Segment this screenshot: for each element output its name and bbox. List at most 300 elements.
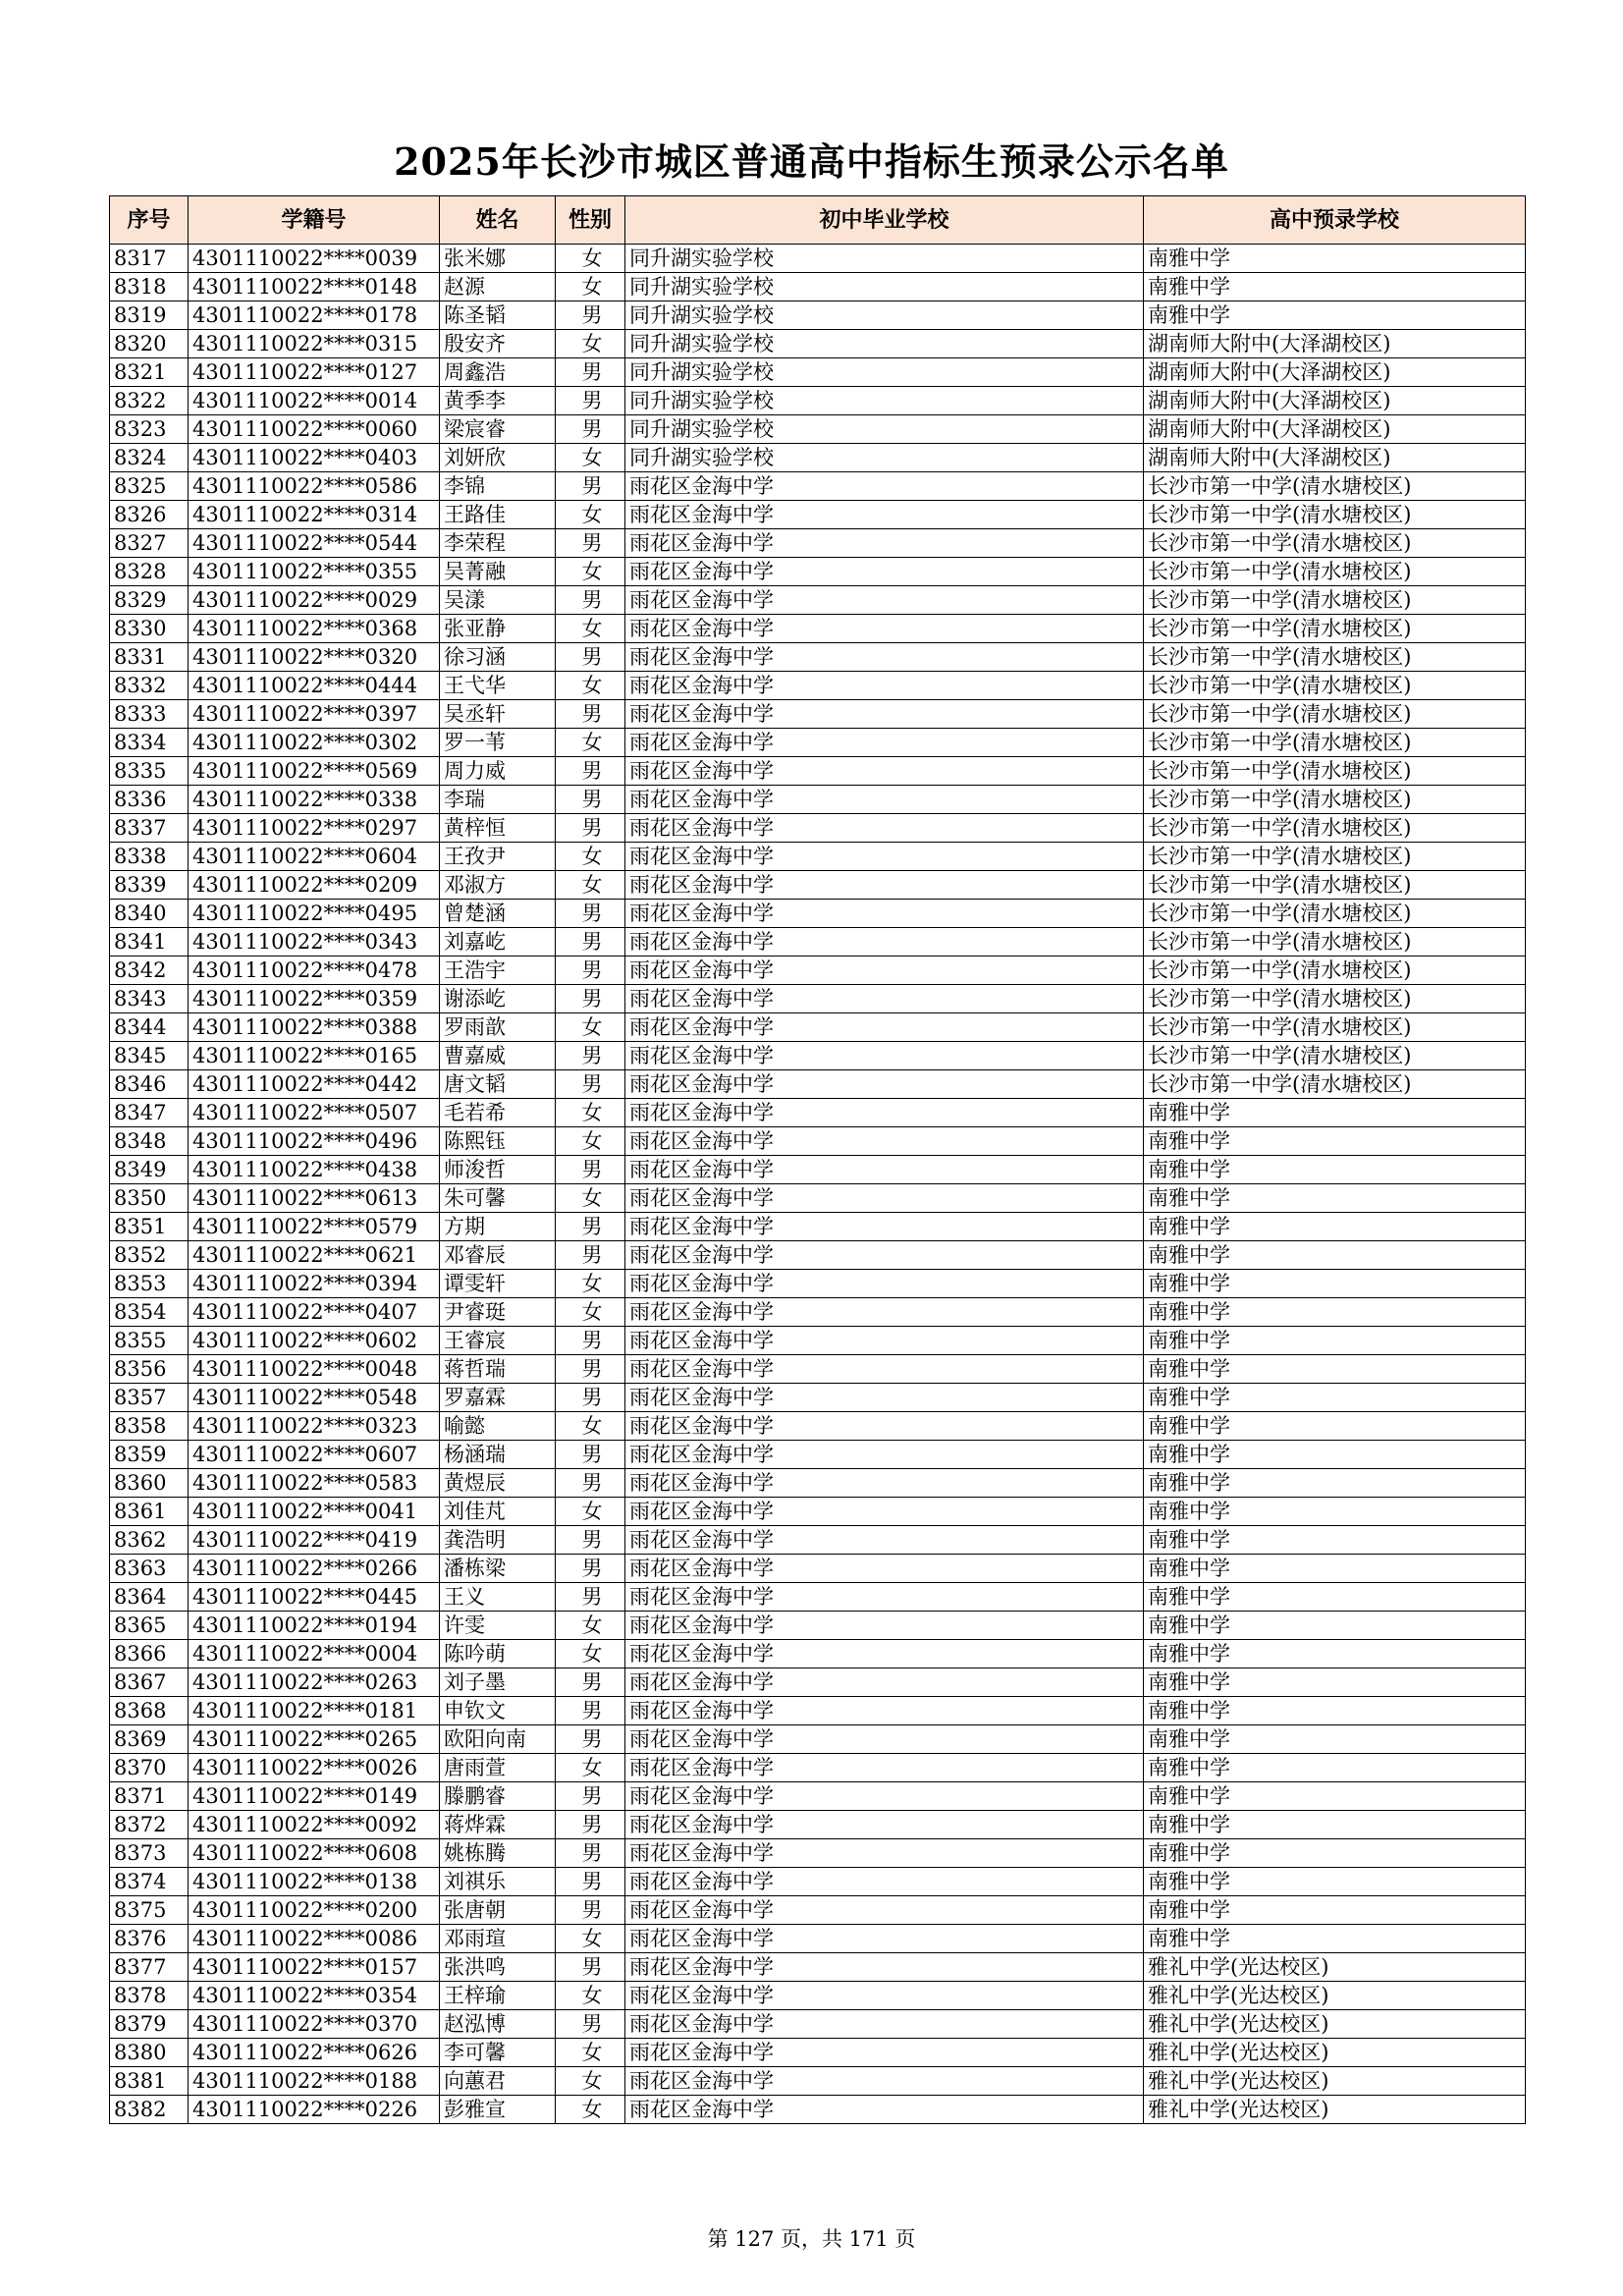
cell-middle-school: 雨花区金海中学: [625, 1612, 1144, 1640]
cell-gender: 男: [556, 957, 625, 985]
cell-high-school: 南雅中学: [1144, 1697, 1526, 1725]
cell-gender: 男: [556, 1355, 625, 1384]
cell-high-school: 南雅中学: [1144, 1583, 1526, 1612]
cell-student-id: 4301110022****0507: [189, 1099, 440, 1127]
cell-student-id: 4301110022****0178: [189, 301, 440, 330]
table-row: [110, 1355, 1526, 1384]
cell-student-id: 4301110022****0127: [189, 358, 440, 387]
table-row: [110, 757, 1526, 786]
table-row: [110, 1583, 1526, 1612]
cell-gender: 女: [556, 1498, 625, 1526]
cell-name: 刘佳芃: [440, 1498, 556, 1526]
cell-gender: 男: [556, 1725, 625, 1754]
cell-name: 邓雨瑄: [440, 1925, 556, 1953]
cell-name: 尹睿珽: [440, 1298, 556, 1327]
cell-middle-school: 雨花区金海中学: [625, 1725, 1144, 1754]
cell-middle-school: 雨花区金海中学: [625, 615, 1144, 643]
cell-gender: 女: [556, 1298, 625, 1327]
cell-middle-school: 同升湖实验学校: [625, 444, 1144, 472]
cell-high-school: 南雅中学: [1144, 1355, 1526, 1384]
cell-serial: 8341: [110, 928, 189, 957]
cell-middle-school: 同升湖实验学校: [625, 358, 1144, 387]
cell-name: 王梓瑜: [440, 1982, 556, 2010]
cell-high-school: 长沙市第一中学(清水塘校区): [1144, 729, 1526, 757]
cell-serial: 8331: [110, 643, 189, 672]
cell-student-id: 4301110022****0359: [189, 985, 440, 1013]
cell-middle-school: 雨花区金海中学: [625, 1013, 1144, 1042]
cell-student-id: 4301110022****0188: [189, 2067, 440, 2096]
table-row: [110, 2067, 1526, 2096]
cell-gender: 女: [556, 1754, 625, 1782]
cell-student-id: 4301110022****0496: [189, 1127, 440, 1156]
cell-student-id: 4301110022****0355: [189, 558, 440, 586]
table-row: [110, 1526, 1526, 1555]
cell-high-school: 湖南师大附中(大泽湖校区): [1144, 358, 1526, 387]
cell-serial: 8363: [110, 1555, 189, 1583]
cell-student-id: 4301110022****0438: [189, 1156, 440, 1184]
cell-serial: 8329: [110, 586, 189, 615]
cell-high-school: 南雅中学: [1144, 1412, 1526, 1441]
table-row: [110, 245, 1526, 273]
cell-name: 黄煜辰: [440, 1469, 556, 1498]
header-gender: 性别: [556, 196, 625, 245]
cell-middle-school: 雨花区金海中学: [625, 472, 1144, 501]
cell-student-id: 4301110022****0200: [189, 1896, 440, 1925]
cell-gender: 女: [556, 1412, 625, 1441]
cell-middle-school: 雨花区金海中学: [625, 1070, 1144, 1099]
cell-gender: 男: [556, 1668, 625, 1697]
cell-high-school: 雅礼中学(光达校区): [1144, 2039, 1526, 2067]
cell-gender: 男: [556, 1953, 625, 1982]
cell-student-id: 4301110022****0445: [189, 1583, 440, 1612]
cell-name: 梁宸睿: [440, 415, 556, 444]
cell-name: 邓睿辰: [440, 1241, 556, 1270]
cell-middle-school: 雨花区金海中学: [625, 700, 1144, 729]
table-row: [110, 2039, 1526, 2067]
cell-middle-school: 雨花区金海中学: [625, 1668, 1144, 1697]
cell-high-school: 南雅中学: [1144, 1213, 1526, 1241]
cell-high-school: 雅礼中学(光达校区): [1144, 2096, 1526, 2124]
cell-serial: 8328: [110, 558, 189, 586]
cell-high-school: 长沙市第一中学(清水塘校区): [1144, 900, 1526, 928]
cell-middle-school: 雨花区金海中学: [625, 1868, 1144, 1896]
cell-high-school: 南雅中学: [1144, 1156, 1526, 1184]
cell-student-id: 4301110022****0368: [189, 615, 440, 643]
cell-student-id: 4301110022****0297: [189, 814, 440, 843]
cell-high-school: 湖南师大附中(大泽湖校区): [1144, 387, 1526, 415]
cell-name: 黄梓恒: [440, 814, 556, 843]
table-row: [110, 1896, 1526, 1925]
cell-serial: 8355: [110, 1327, 189, 1355]
cell-gender: 男: [556, 900, 625, 928]
cell-gender: 男: [556, 1070, 625, 1099]
cell-student-id: 4301110022****0265: [189, 1725, 440, 1754]
cell-high-school: 南雅中学: [1144, 1270, 1526, 1298]
cell-serial: 8376: [110, 1925, 189, 1953]
cell-middle-school: 雨花区金海中学: [625, 871, 1144, 900]
cell-student-id: 4301110022****0338: [189, 786, 440, 814]
cell-high-school: 南雅中学: [1144, 1868, 1526, 1896]
cell-gender: 女: [556, 1270, 625, 1298]
cell-gender: 男: [556, 757, 625, 786]
cell-serial: 8349: [110, 1156, 189, 1184]
cell-gender: 女: [556, 1925, 625, 1953]
cell-gender: 男: [556, 529, 625, 558]
cell-high-school: 湖南师大附中(大泽湖校区): [1144, 330, 1526, 358]
cell-gender: 男: [556, 1156, 625, 1184]
table-row: [110, 957, 1526, 985]
table-row: [110, 700, 1526, 729]
table-row: [110, 1298, 1526, 1327]
cell-high-school: 长沙市第一中学(清水塘校区): [1144, 529, 1526, 558]
table-row: [110, 1013, 1526, 1042]
cell-high-school: 湖南师大附中(大泽湖校区): [1144, 415, 1526, 444]
cell-middle-school: 雨花区金海中学: [625, 843, 1144, 871]
cell-high-school: 长沙市第一中学(清水塘校区): [1144, 757, 1526, 786]
table-row: [110, 1925, 1526, 1953]
cell-middle-school: 雨花区金海中学: [625, 1355, 1144, 1384]
cell-middle-school: 雨花区金海中学: [625, 1811, 1144, 1839]
cell-student-id: 4301110022****0266: [189, 1555, 440, 1583]
cell-serial: 8345: [110, 1042, 189, 1070]
cell-middle-school: 同升湖实验学校: [625, 273, 1144, 301]
cell-middle-school: 雨花区金海中学: [625, 786, 1144, 814]
cell-high-school: 南雅中学: [1144, 1754, 1526, 1782]
cell-student-id: 4301110022****0039: [189, 245, 440, 273]
cell-serial: 8370: [110, 1754, 189, 1782]
table-row: [110, 1327, 1526, 1355]
cell-name: 赵源: [440, 273, 556, 301]
cell-gender: 男: [556, 1896, 625, 1925]
cell-name: 邓淑方: [440, 871, 556, 900]
table-row: [110, 643, 1526, 672]
cell-gender: 女: [556, 729, 625, 757]
cell-gender: 男: [556, 1811, 625, 1839]
cell-middle-school: 雨花区金海中学: [625, 957, 1144, 985]
cell-middle-school: 雨花区金海中学: [625, 1583, 1144, 1612]
cell-gender: 女: [556, 615, 625, 643]
cell-high-school: 长沙市第一中学(清水塘校区): [1144, 558, 1526, 586]
cell-serial: 8327: [110, 529, 189, 558]
cell-gender: 男: [556, 1868, 625, 1896]
cell-name: 刘嘉屹: [440, 928, 556, 957]
cell-student-id: 4301110022****0613: [189, 1184, 440, 1213]
cell-gender: 男: [556, 1555, 625, 1583]
header-middle-school: 初中毕业学校: [625, 196, 1144, 245]
cell-name: 黄季李: [440, 387, 556, 415]
cell-gender: 男: [556, 387, 625, 415]
cell-serial: 8364: [110, 1583, 189, 1612]
table-row: [110, 1754, 1526, 1782]
cell-high-school: 长沙市第一中学(清水塘校区): [1144, 472, 1526, 501]
table-row: [110, 985, 1526, 1013]
cell-student-id: 4301110022****0092: [189, 1811, 440, 1839]
cell-student-id: 4301110022****0226: [189, 2096, 440, 2124]
table-row: [110, 1868, 1526, 1896]
cell-high-school: 南雅中学: [1144, 1925, 1526, 1953]
cell-high-school: 长沙市第一中学(清水塘校区): [1144, 957, 1526, 985]
cell-gender: 男: [556, 472, 625, 501]
cell-student-id: 4301110022****0165: [189, 1042, 440, 1070]
cell-student-id: 4301110022****0407: [189, 1298, 440, 1327]
cell-gender: 男: [556, 928, 625, 957]
cell-serial: 8367: [110, 1668, 189, 1697]
cell-student-id: 4301110022****0478: [189, 957, 440, 985]
cell-middle-school: 雨花区金海中学: [625, 1327, 1144, 1355]
cell-student-id: 4301110022****0586: [189, 472, 440, 501]
table-row: [110, 900, 1526, 928]
cell-gender: 男: [556, 1042, 625, 1070]
cell-name: 王弋华: [440, 672, 556, 700]
cell-gender: 男: [556, 1526, 625, 1555]
cell-high-school: 南雅中学: [1144, 1498, 1526, 1526]
table-row: [110, 1241, 1526, 1270]
cell-serial: 8336: [110, 786, 189, 814]
cell-middle-school: 雨花区金海中学: [625, 1982, 1144, 2010]
cell-high-school: 南雅中学: [1144, 1327, 1526, 1355]
cell-name: 方期: [440, 1213, 556, 1241]
cell-gender: 女: [556, 1013, 625, 1042]
cell-serial: 8371: [110, 1782, 189, 1811]
cell-name: 李瑞: [440, 786, 556, 814]
cell-high-school: 长沙市第一中学(清水塘校区): [1144, 643, 1526, 672]
cell-middle-school: 雨花区金海中学: [625, 1953, 1144, 1982]
cell-gender: 女: [556, 1099, 625, 1127]
table-row: [110, 786, 1526, 814]
cell-gender: 女: [556, 1184, 625, 1213]
table-row: [110, 1184, 1526, 1213]
cell-student-id: 4301110022****0060: [189, 415, 440, 444]
cell-gender: 女: [556, 672, 625, 700]
cell-serial: 8375: [110, 1896, 189, 1925]
cell-serial: 8360: [110, 1469, 189, 1498]
cell-gender: 男: [556, 1839, 625, 1868]
cell-student-id: 4301110022****0579: [189, 1213, 440, 1241]
cell-student-id: 4301110022****0323: [189, 1412, 440, 1441]
cell-name: 李可馨: [440, 2039, 556, 2067]
cell-middle-school: 雨花区金海中学: [625, 729, 1144, 757]
cell-high-school: 长沙市第一中学(清水塘校区): [1144, 814, 1526, 843]
table-row: [110, 843, 1526, 871]
cell-high-school: 长沙市第一中学(清水塘校区): [1144, 843, 1526, 871]
cell-serial: 8344: [110, 1013, 189, 1042]
cell-gender: 女: [556, 330, 625, 358]
cell-middle-school: 同升湖实验学校: [625, 330, 1144, 358]
cell-gender: 男: [556, 786, 625, 814]
cell-serial: 8332: [110, 672, 189, 700]
cell-student-id: 4301110022****0419: [189, 1526, 440, 1555]
cell-high-school: 长沙市第一中学(清水塘校区): [1144, 586, 1526, 615]
cell-student-id: 4301110022****0444: [189, 672, 440, 700]
cell-high-school: 长沙市第一中学(清水塘校区): [1144, 871, 1526, 900]
cell-high-school: 长沙市第一中学(清水塘校区): [1144, 1042, 1526, 1070]
cell-high-school: 南雅中学: [1144, 301, 1526, 330]
cell-high-school: 南雅中学: [1144, 1839, 1526, 1868]
cell-student-id: 4301110022****0548: [189, 1384, 440, 1412]
cell-gender: 女: [556, 1127, 625, 1156]
cell-serial: 8333: [110, 700, 189, 729]
cell-name: 张洪鸣: [440, 1953, 556, 1982]
cell-middle-school: 雨花区金海中学: [625, 1697, 1144, 1725]
cell-gender: 女: [556, 1982, 625, 2010]
cell-serial: 8352: [110, 1241, 189, 1270]
cell-gender: 女: [556, 558, 625, 586]
cell-name: 李荣程: [440, 529, 556, 558]
cell-name: 刘妍欣: [440, 444, 556, 472]
cell-high-school: 长沙市第一中学(清水塘校区): [1144, 501, 1526, 529]
cell-high-school: 湖南师大附中(大泽湖校区): [1144, 444, 1526, 472]
cell-name: 蒋烨霖: [440, 1811, 556, 1839]
cell-student-id: 4301110022****0442: [189, 1070, 440, 1099]
cell-gender: 男: [556, 2010, 625, 2039]
cell-serial: 8379: [110, 2010, 189, 2039]
cell-name: 李锦: [440, 472, 556, 501]
table-row: [110, 1070, 1526, 1099]
cell-student-id: 4301110022****0583: [189, 1469, 440, 1498]
table-row: [110, 1782, 1526, 1811]
cell-name: 王孜尹: [440, 843, 556, 871]
cell-gender: 女: [556, 273, 625, 301]
cell-student-id: 4301110022****0604: [189, 843, 440, 871]
table-row: [110, 444, 1526, 472]
cell-name: 欧阳向南: [440, 1725, 556, 1754]
cell-gender: 男: [556, 586, 625, 615]
cell-student-id: 4301110022****0086: [189, 1925, 440, 1953]
table-row: [110, 358, 1526, 387]
cell-student-id: 4301110022****0014: [189, 387, 440, 415]
cell-name: 唐文韬: [440, 1070, 556, 1099]
cell-middle-school: 雨花区金海中学: [625, 2010, 1144, 2039]
table-row: [110, 1982, 1526, 2010]
cell-gender: 女: [556, 245, 625, 273]
cell-high-school: 长沙市第一中学(清水塘校区): [1144, 985, 1526, 1013]
table-row: [110, 1697, 1526, 1725]
cell-serial: 8374: [110, 1868, 189, 1896]
table-row: [110, 1384, 1526, 1412]
table-row: [110, 529, 1526, 558]
cell-student-id: 4301110022****0569: [189, 757, 440, 786]
cell-high-school: 雅礼中学(光达校区): [1144, 2067, 1526, 2096]
cell-student-id: 4301110022****0181: [189, 1697, 440, 1725]
cell-high-school: 南雅中学: [1144, 245, 1526, 273]
cell-middle-school: 雨花区金海中学: [625, 1099, 1144, 1127]
table-row: [110, 1270, 1526, 1298]
cell-middle-school: 雨花区金海中学: [625, 1241, 1144, 1270]
cell-high-school: 雅礼中学(光达校区): [1144, 1982, 1526, 2010]
cell-gender: 男: [556, 1213, 625, 1241]
page-title: 2025年长沙市城区普通高中指标生预录公示名单: [394, 139, 1229, 184]
cell-serial: 8337: [110, 814, 189, 843]
cell-name: 向蕙君: [440, 2067, 556, 2096]
cell-high-school: 南雅中学: [1144, 1725, 1526, 1754]
cell-name: 刘子墨: [440, 1668, 556, 1697]
cell-gender: 女: [556, 2039, 625, 2067]
table-row: [110, 1640, 1526, 1668]
cell-gender: 男: [556, 1782, 625, 1811]
cell-name: 潘栋梁: [440, 1555, 556, 1583]
cell-high-school: 南雅中学: [1144, 1526, 1526, 1555]
cell-gender: 女: [556, 1612, 625, 1640]
cell-middle-school: 雨花区金海中学: [625, 928, 1144, 957]
cell-student-id: 4301110022****0048: [189, 1355, 440, 1384]
cell-name: 喻懿: [440, 1412, 556, 1441]
cell-middle-school: 雨花区金海中学: [625, 1782, 1144, 1811]
cell-student-id: 4301110022****0138: [189, 1868, 440, 1896]
cell-serial: 8381: [110, 2067, 189, 2096]
table-row: [110, 1612, 1526, 1640]
cell-serial: 8340: [110, 900, 189, 928]
cell-middle-school: 雨花区金海中学: [625, 1042, 1144, 1070]
cell-middle-school: 雨花区金海中学: [625, 1526, 1144, 1555]
cell-serial: 8343: [110, 985, 189, 1013]
table-row: [110, 814, 1526, 843]
table-row: [110, 729, 1526, 757]
cell-middle-school: 同升湖实验学校: [625, 387, 1144, 415]
cell-name: 龚浩明: [440, 1526, 556, 1555]
cell-name: 谢添屹: [440, 985, 556, 1013]
table-row: [110, 501, 1526, 529]
table-row: [110, 1953, 1526, 1982]
table-row: [110, 472, 1526, 501]
cell-middle-school: 雨花区金海中学: [625, 501, 1144, 529]
cell-name: 王睿宸: [440, 1327, 556, 1355]
cell-student-id: 4301110022****0621: [189, 1241, 440, 1270]
cell-serial: 8382: [110, 2096, 189, 2124]
table-row: [110, 330, 1526, 358]
cell-serial: 8348: [110, 1127, 189, 1156]
cell-high-school: 南雅中学: [1144, 1555, 1526, 1583]
header-serial: 序号: [110, 196, 189, 245]
table-row: [110, 672, 1526, 700]
cell-gender: 男: [556, 1697, 625, 1725]
cell-middle-school: 雨花区金海中学: [625, 1498, 1144, 1526]
cell-name: 殷安齐: [440, 330, 556, 358]
cell-middle-school: 雨花区金海中学: [625, 757, 1144, 786]
cell-student-id: 4301110022****0149: [189, 1782, 440, 1811]
cell-name: 周力威: [440, 757, 556, 786]
table-row: [110, 1412, 1526, 1441]
cell-serial: 8335: [110, 757, 189, 786]
cell-gender: 男: [556, 301, 625, 330]
cell-middle-school: 雨花区金海中学: [625, 1127, 1144, 1156]
cell-name: 张唐朝: [440, 1896, 556, 1925]
cell-student-id: 4301110022****0314: [189, 501, 440, 529]
cell-student-id: 4301110022****0320: [189, 643, 440, 672]
cell-student-id: 4301110022****0004: [189, 1640, 440, 1668]
cell-high-school: 南雅中学: [1144, 1184, 1526, 1213]
cell-high-school: 南雅中学: [1144, 1640, 1526, 1668]
cell-name: 唐雨萱: [440, 1754, 556, 1782]
cell-high-school: 南雅中学: [1144, 1612, 1526, 1640]
cell-middle-school: 雨花区金海中学: [625, 1213, 1144, 1241]
cell-high-school: 长沙市第一中学(清水塘校区): [1144, 1070, 1526, 1099]
cell-middle-school: 雨花区金海中学: [625, 900, 1144, 928]
table-row: [110, 1127, 1526, 1156]
cell-middle-school: 雨花区金海中学: [625, 2067, 1144, 2096]
cell-middle-school: 雨花区金海中学: [625, 1298, 1144, 1327]
cell-serial: 8357: [110, 1384, 189, 1412]
cell-name: 张米娜: [440, 245, 556, 273]
cell-middle-school: 雨花区金海中学: [625, 529, 1144, 558]
cell-student-id: 4301110022****0602: [189, 1327, 440, 1355]
cell-serial: 8319: [110, 301, 189, 330]
cell-serial: 8322: [110, 387, 189, 415]
cell-serial: 8351: [110, 1213, 189, 1241]
table-row: [110, 273, 1526, 301]
cell-student-id: 4301110022****0495: [189, 900, 440, 928]
cell-gender: 男: [556, 814, 625, 843]
cell-serial: 8346: [110, 1070, 189, 1099]
